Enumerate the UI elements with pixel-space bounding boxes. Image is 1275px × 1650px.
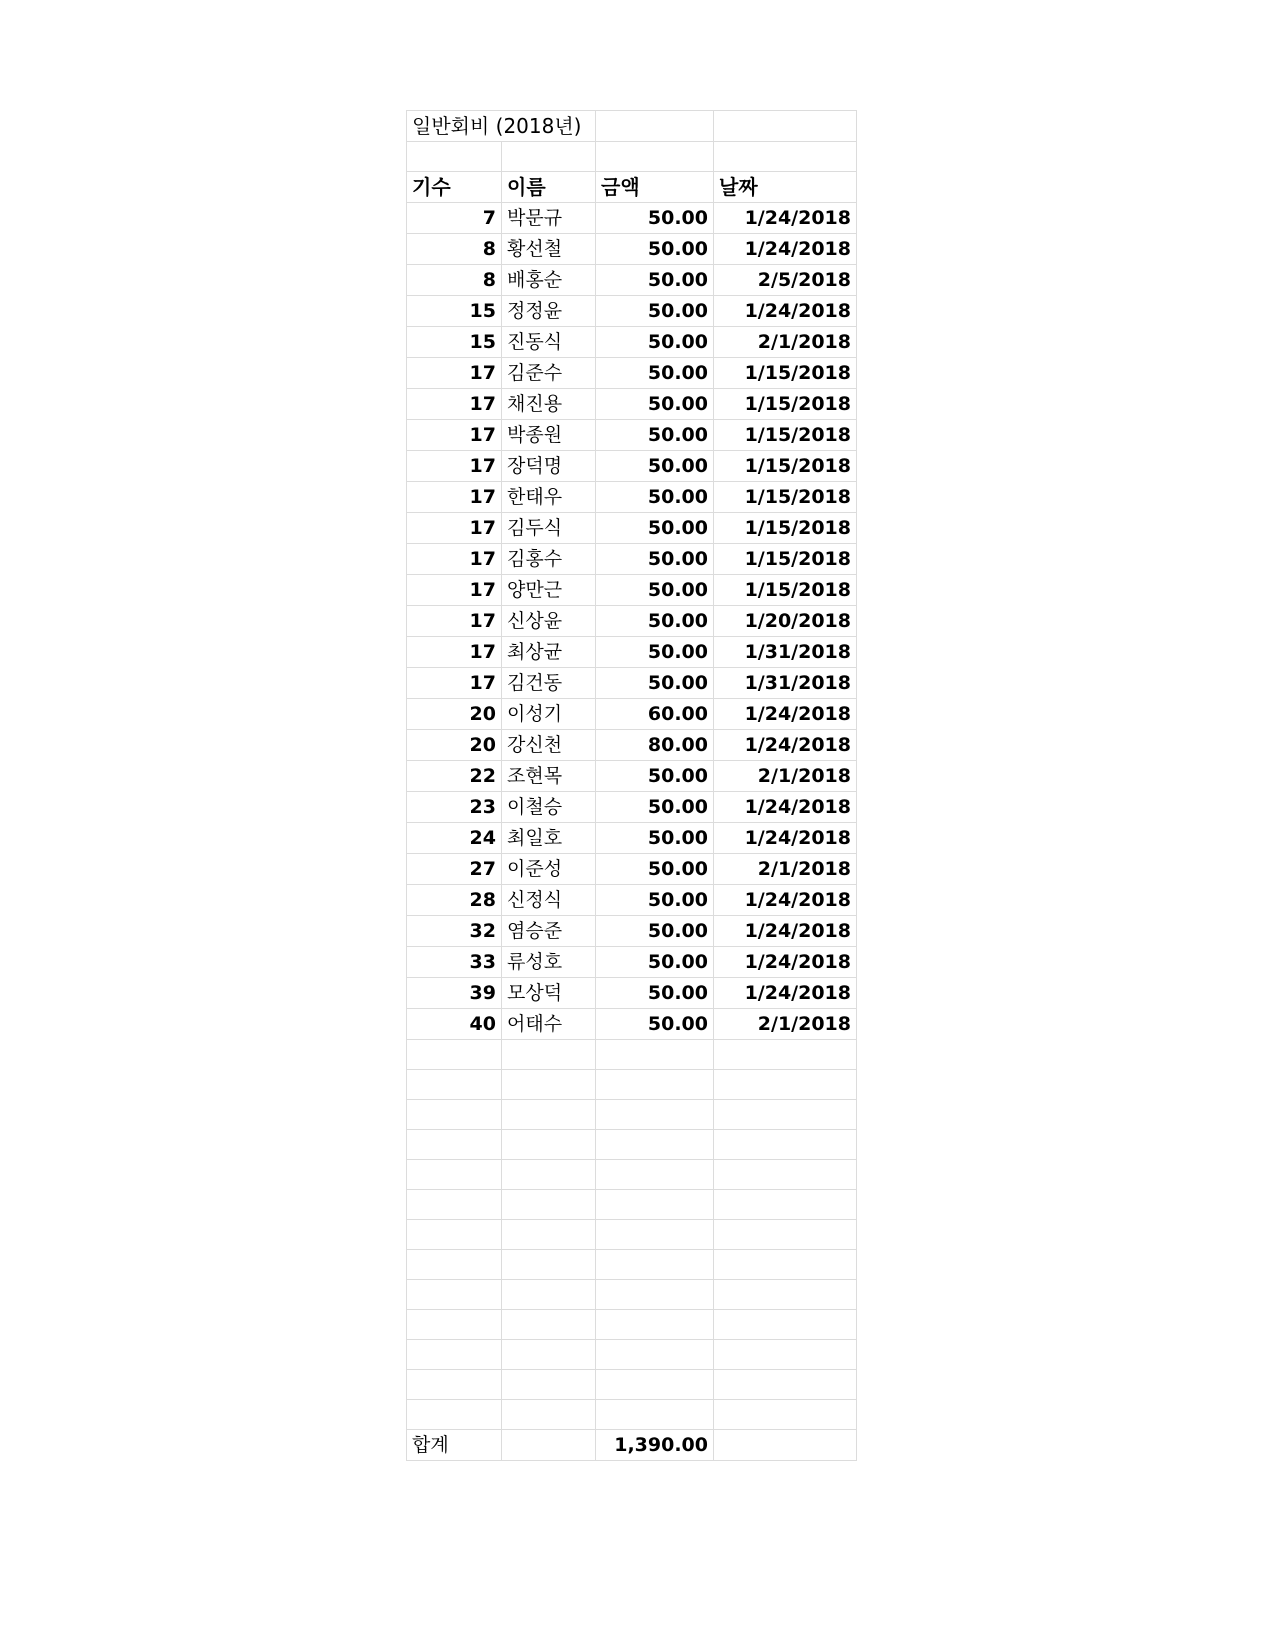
name-cell: 류성호 — [502, 947, 596, 978]
empty-cell — [714, 1310, 857, 1340]
total-label: 합계 — [407, 1430, 502, 1461]
empty-cell — [714, 1220, 857, 1250]
empty-cell — [502, 1190, 596, 1220]
date-cell: 1/15/2018 — [714, 389, 857, 420]
gisu-cell: 17 — [407, 544, 502, 575]
empty-cell — [596, 111, 714, 142]
date-cell: 2/5/2018 — [714, 265, 857, 296]
gisu-cell: 15 — [407, 296, 502, 327]
empty-row — [407, 1250, 857, 1280]
empty-cell — [407, 1160, 502, 1190]
gisu-cell: 32 — [407, 916, 502, 947]
table-row — [407, 575, 857, 606]
amount-cell: 50.00 — [596, 823, 714, 854]
table-row — [407, 234, 857, 265]
date-cell: 1/15/2018 — [714, 451, 857, 482]
table-row — [407, 637, 857, 668]
empty-cell — [714, 1190, 857, 1220]
amount-cell: 50.00 — [596, 1009, 714, 1040]
total-amount: 1,390.00 — [596, 1430, 714, 1461]
empty-cell — [714, 142, 857, 172]
amount-cell: 50.00 — [596, 761, 714, 792]
date-cell: 1/31/2018 — [714, 668, 857, 699]
date-cell: 1/15/2018 — [714, 575, 857, 606]
empty-cell — [596, 1220, 714, 1250]
empty-cell — [502, 1250, 596, 1280]
name-cell: 최일호 — [502, 823, 596, 854]
date-cell: 1/24/2018 — [714, 823, 857, 854]
empty-row — [407, 1400, 857, 1430]
date-cell: 2/1/2018 — [714, 1009, 857, 1040]
empty-cell — [502, 1070, 596, 1100]
empty-row — [407, 1220, 857, 1250]
date-cell: 2/1/2018 — [714, 854, 857, 885]
empty-row — [407, 1070, 857, 1100]
table-row — [407, 730, 857, 761]
dues-table — [406, 110, 857, 1461]
gisu-cell: 15 — [407, 327, 502, 358]
dues-table-body — [407, 111, 857, 1461]
name-cell: 김건동 — [502, 668, 596, 699]
table-row — [407, 296, 857, 327]
empty-cell — [502, 1040, 596, 1070]
empty-cell — [714, 1400, 857, 1430]
name-cell: 김홍수 — [502, 544, 596, 575]
date-cell: 1/24/2018 — [714, 916, 857, 947]
table-row — [407, 916, 857, 947]
empty-cell — [502, 1220, 596, 1250]
empty-cell — [596, 1400, 714, 1430]
empty-row — [407, 1190, 857, 1220]
empty-cell — [714, 1430, 857, 1461]
table-row — [407, 792, 857, 823]
gisu-cell: 17 — [407, 668, 502, 699]
name-cell: 박문규 — [502, 203, 596, 234]
gisu-cell: 17 — [407, 420, 502, 451]
name-cell: 염승준 — [502, 916, 596, 947]
table-row — [407, 699, 857, 730]
table-row — [407, 947, 857, 978]
empty-cell — [714, 1250, 857, 1280]
gisu-cell: 20 — [407, 730, 502, 761]
empty-cell — [714, 1280, 857, 1310]
table-row — [407, 606, 857, 637]
empty-cell — [596, 1310, 714, 1340]
amount-cell: 50.00 — [596, 296, 714, 327]
empty-cell — [714, 1100, 857, 1130]
empty-cell — [596, 1340, 714, 1370]
amount-cell: 50.00 — [596, 885, 714, 916]
table-row — [407, 389, 857, 420]
name-cell: 어태수 — [502, 1009, 596, 1040]
table-row — [407, 513, 857, 544]
empty-cell — [407, 1190, 502, 1220]
empty-cell — [502, 1130, 596, 1160]
amount-cell: 50.00 — [596, 792, 714, 823]
name-cell: 이철승 — [502, 792, 596, 823]
date-cell: 1/24/2018 — [714, 234, 857, 265]
amount-cell: 50.00 — [596, 606, 714, 637]
table-row — [407, 482, 857, 513]
date-cell: 1/24/2018 — [714, 947, 857, 978]
amount-cell: 50.00 — [596, 513, 714, 544]
amount-cell: 60.00 — [596, 699, 714, 730]
date-cell: 2/1/2018 — [714, 761, 857, 792]
empty-row — [407, 1340, 857, 1370]
table-row — [407, 420, 857, 451]
date-cell: 1/24/2018 — [714, 296, 857, 327]
empty-cell — [407, 1250, 502, 1280]
name-cell: 장덕명 — [502, 451, 596, 482]
empty-cell — [502, 1280, 596, 1310]
table-row — [407, 451, 857, 482]
gisu-cell: 33 — [407, 947, 502, 978]
empty-cell — [714, 1160, 857, 1190]
name-cell: 강신천 — [502, 730, 596, 761]
amount-cell: 50.00 — [596, 668, 714, 699]
name-cell: 진동식 — [502, 327, 596, 358]
empty-cell — [596, 1250, 714, 1280]
table-row — [407, 1009, 857, 1040]
empty-cell — [502, 1100, 596, 1130]
gisu-cell: 17 — [407, 482, 502, 513]
name-cell: 황선철 — [502, 234, 596, 265]
empty-cell — [407, 1040, 502, 1070]
name-cell: 한태우 — [502, 482, 596, 513]
amount-cell: 50.00 — [596, 358, 714, 389]
empty-cell — [714, 1070, 857, 1100]
column-header-gisu: 기수 — [407, 172, 502, 203]
name-cell: 최상균 — [502, 637, 596, 668]
empty-cell — [714, 1340, 857, 1370]
empty-cell — [407, 1400, 502, 1430]
column-header-amount: 금액 — [596, 172, 714, 203]
amount-cell: 50.00 — [596, 327, 714, 358]
name-cell: 김준수 — [502, 358, 596, 389]
date-cell: 1/15/2018 — [714, 358, 857, 389]
amount-cell: 50.00 — [596, 265, 714, 296]
total-row — [407, 1430, 857, 1461]
name-cell: 채진용 — [502, 389, 596, 420]
empty-cell — [407, 1220, 502, 1250]
table-row — [407, 885, 857, 916]
table-row — [407, 978, 857, 1009]
empty-cell — [714, 1040, 857, 1070]
gisu-cell: 17 — [407, 513, 502, 544]
date-cell: 1/15/2018 — [714, 513, 857, 544]
empty-cell — [596, 142, 714, 172]
empty-row — [407, 1310, 857, 1340]
empty-cell — [714, 1130, 857, 1160]
table-row — [407, 854, 857, 885]
gisu-cell: 8 — [407, 234, 502, 265]
name-cell: 박종원 — [502, 420, 596, 451]
empty-row — [407, 1160, 857, 1190]
empty-cell — [407, 1340, 502, 1370]
gisu-cell: 8 — [407, 265, 502, 296]
empty-cell — [407, 1280, 502, 1310]
gisu-cell: 7 — [407, 203, 502, 234]
empty-cell — [502, 1400, 596, 1430]
table-row — [407, 761, 857, 792]
amount-cell: 80.00 — [596, 730, 714, 761]
name-cell: 정정윤 — [502, 296, 596, 327]
empty-cell — [714, 111, 857, 142]
empty-cell — [596, 1370, 714, 1400]
empty-cell — [502, 1310, 596, 1340]
empty-row — [407, 1100, 857, 1130]
title-row — [407, 111, 857, 142]
empty-cell — [407, 1370, 502, 1400]
gisu-cell: 17 — [407, 606, 502, 637]
table-row — [407, 358, 857, 389]
empty-cell — [407, 1100, 502, 1130]
date-cell: 1/24/2018 — [714, 792, 857, 823]
empty-cell — [502, 142, 596, 172]
name-cell: 신정식 — [502, 885, 596, 916]
table-row — [407, 668, 857, 699]
gisu-cell: 17 — [407, 358, 502, 389]
amount-cell: 50.00 — [596, 947, 714, 978]
name-cell: 이준성 — [502, 854, 596, 885]
amount-cell: 50.00 — [596, 234, 714, 265]
name-cell: 이성기 — [502, 699, 596, 730]
sheet-title: 일반회비 (2018년) — [407, 111, 596, 142]
gisu-cell: 27 — [407, 854, 502, 885]
amount-cell: 50.00 — [596, 575, 714, 606]
empty-cell — [596, 1190, 714, 1220]
amount-cell: 50.00 — [596, 854, 714, 885]
gisu-cell: 17 — [407, 575, 502, 606]
table-row — [407, 823, 857, 854]
gisu-cell: 17 — [407, 637, 502, 668]
amount-cell: 50.00 — [596, 482, 714, 513]
empty-cell — [596, 1040, 714, 1070]
empty-cell — [596, 1070, 714, 1100]
amount-cell: 50.00 — [596, 420, 714, 451]
empty-cell — [407, 1070, 502, 1100]
amount-cell: 50.00 — [596, 203, 714, 234]
name-cell: 배홍순 — [502, 265, 596, 296]
column-header-name: 이름 — [502, 172, 596, 203]
table-row — [407, 327, 857, 358]
empty-row — [407, 1280, 857, 1310]
date-cell: 1/24/2018 — [714, 978, 857, 1009]
empty-cell — [407, 1310, 502, 1340]
date-cell: 1/24/2018 — [714, 730, 857, 761]
date-cell: 1/24/2018 — [714, 203, 857, 234]
empty-cell — [502, 1430, 596, 1461]
header-row — [407, 172, 857, 203]
gisu-cell: 39 — [407, 978, 502, 1009]
empty-cell — [407, 142, 502, 172]
empty-row — [407, 1040, 857, 1070]
table-row — [407, 265, 857, 296]
empty-cell — [502, 1160, 596, 1190]
date-cell: 1/20/2018 — [714, 606, 857, 637]
empty-cell — [596, 1280, 714, 1310]
amount-cell: 50.00 — [596, 389, 714, 420]
gisu-cell: 24 — [407, 823, 502, 854]
name-cell: 김두식 — [502, 513, 596, 544]
date-cell: 1/15/2018 — [714, 544, 857, 575]
empty-cell — [596, 1130, 714, 1160]
date-cell: 1/24/2018 — [714, 885, 857, 916]
amount-cell: 50.00 — [596, 637, 714, 668]
empty-row — [407, 1370, 857, 1400]
gisu-cell: 40 — [407, 1009, 502, 1040]
empty-cell — [502, 1340, 596, 1370]
spacer-row — [407, 142, 857, 172]
table-row — [407, 544, 857, 575]
date-cell: 1/24/2018 — [714, 699, 857, 730]
empty-cell — [407, 1130, 502, 1160]
gisu-cell: 17 — [407, 451, 502, 482]
amount-cell: 50.00 — [596, 978, 714, 1009]
column-header-date: 날짜 — [714, 172, 857, 203]
name-cell: 모상덕 — [502, 978, 596, 1009]
name-cell: 조현목 — [502, 761, 596, 792]
date-cell: 1/31/2018 — [714, 637, 857, 668]
date-cell: 2/1/2018 — [714, 327, 857, 358]
empty-cell — [596, 1160, 714, 1190]
empty-cell — [714, 1370, 857, 1400]
date-cell: 1/15/2018 — [714, 482, 857, 513]
amount-cell: 50.00 — [596, 451, 714, 482]
table-row — [407, 203, 857, 234]
amount-cell: 50.00 — [596, 544, 714, 575]
gisu-cell: 23 — [407, 792, 502, 823]
amount-cell: 50.00 — [596, 916, 714, 947]
gisu-cell: 17 — [407, 389, 502, 420]
date-cell: 1/15/2018 — [714, 420, 857, 451]
name-cell: 양만근 — [502, 575, 596, 606]
empty-cell — [502, 1370, 596, 1400]
gisu-cell: 20 — [407, 699, 502, 730]
empty-row — [407, 1130, 857, 1160]
gisu-cell: 22 — [407, 761, 502, 792]
gisu-cell: 28 — [407, 885, 502, 916]
name-cell: 신상윤 — [502, 606, 596, 637]
empty-cell — [596, 1100, 714, 1130]
